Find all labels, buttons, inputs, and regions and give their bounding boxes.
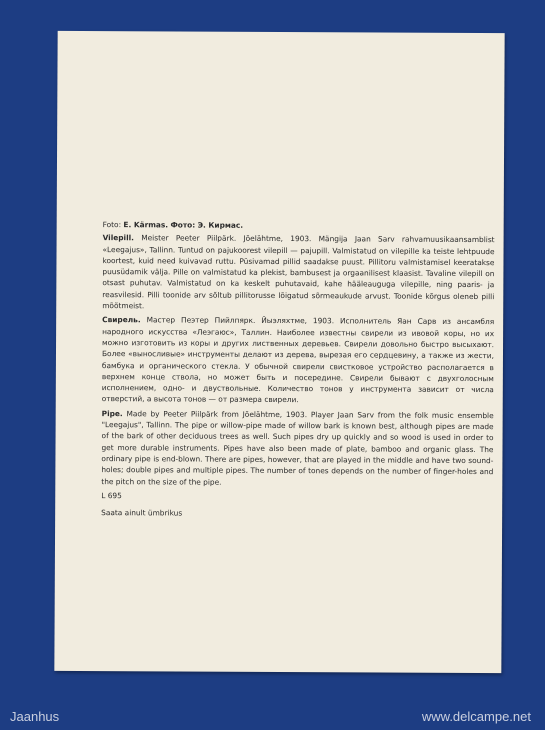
term-russian: Свирель.	[102, 315, 141, 325]
postcard-back	[54, 31, 504, 673]
term-estonian: Vilepill.	[102, 233, 134, 243]
description-english	[101, 408, 493, 489]
credit-label-ru: Фото:	[170, 220, 196, 230]
credit-name-ru: Э. Кирмас.	[197, 220, 244, 230]
credit-label-et: Foto:	[102, 220, 122, 230]
text-russian: Мастер Пеэтер Пийлпярк. Йыэляхтме, 1903. Исполнитель Яан Сарв из ансамбля народного искусства «Леэгаюс», Таллин. Наиболее известны свирели из ивовой коры, но их можно изготовить из коры и других лиственных деревьев. Свирели довольно быстро высыхают. Более «выносливые» инструменты делают из дерева, вырезая его сердцевину, а также из жести, бамбука и органического стекла. У обычной свирели свистковое устройство располагается в верхнем конце ствола, но может быть и посередине. Свирели бывают с двухголосным исполнением, одно- и двуствольные. Количество тонов у инструмента зависит от числа отверстий, а высота тонов — от размера свирели.	[101, 315, 495, 405]
catalog-code: L 695	[101, 490, 122, 501]
watermark-bar	[10, 704, 531, 728]
mailing-note: Saata ainult ümbrikus	[101, 508, 183, 518]
description-russian	[102, 314, 494, 406]
text-estonian: Meister Peeter Piilpärk. Jõelähtme, 1903. Mängija Jaan Sarv rahvamuusikaansamblist «Leegajus», Tallinn. Tuntud on pajukoorest vilepill — pajupill. Valmistatud on vilepille ka teiste lehtpuude koortest, kuid need kuivavad ruttu. Püsivamad pillid saadakse puust. Pillitoru valmistamisel keeratakse puusüdamik välja. Pille on valmistatud ka plekist, bambusest ja orgaanilisest klaasist. Tavaline vilepill on otsast puhutav. Valmistatud on ka keskelt puhutavaid, kahe hääleauguga vilepille, ning paaris- ja reasvilesid. Pilli toonide arv sõltub pillitorusse lõigatud sõrmeaukude arvust. Toonide kõrgus oleneb pilli mõõtmeist.	[102, 233, 495, 311]
text-english: Made by Peeter Piilpärk from Jõelähtme, 1903. Player Jaan Sarv from the folk music ensemble "Leegajus", Tallinn. The pipe or willow-pipe made of willow bark is known best, although pipes are made of the bark of other deciduous trees as well. Such pipes dry up quickly and so wood is used in order to get more durable instruments. Pipes have also been made of plate, bamboo and organic glass. The ordinary pipe is end-blown. There are pipes, however, that are played in the middle and have two sound-holes; double pipes and multiple pipes. The number of tones depends on the number of finger-holes and the pitch on the size of the pipe.	[101, 408, 494, 487]
description-estonian	[102, 232, 494, 313]
photo-credit	[103, 219, 495, 232]
watermark-site: www.delcampe.net	[421, 708, 531, 724]
watermark-seller: Jaanhus	[10, 708, 60, 724]
credit-name-et: E. Kärmas.	[123, 220, 169, 230]
card-text	[101, 219, 495, 520]
term-english: Pipe.	[101, 408, 123, 418]
